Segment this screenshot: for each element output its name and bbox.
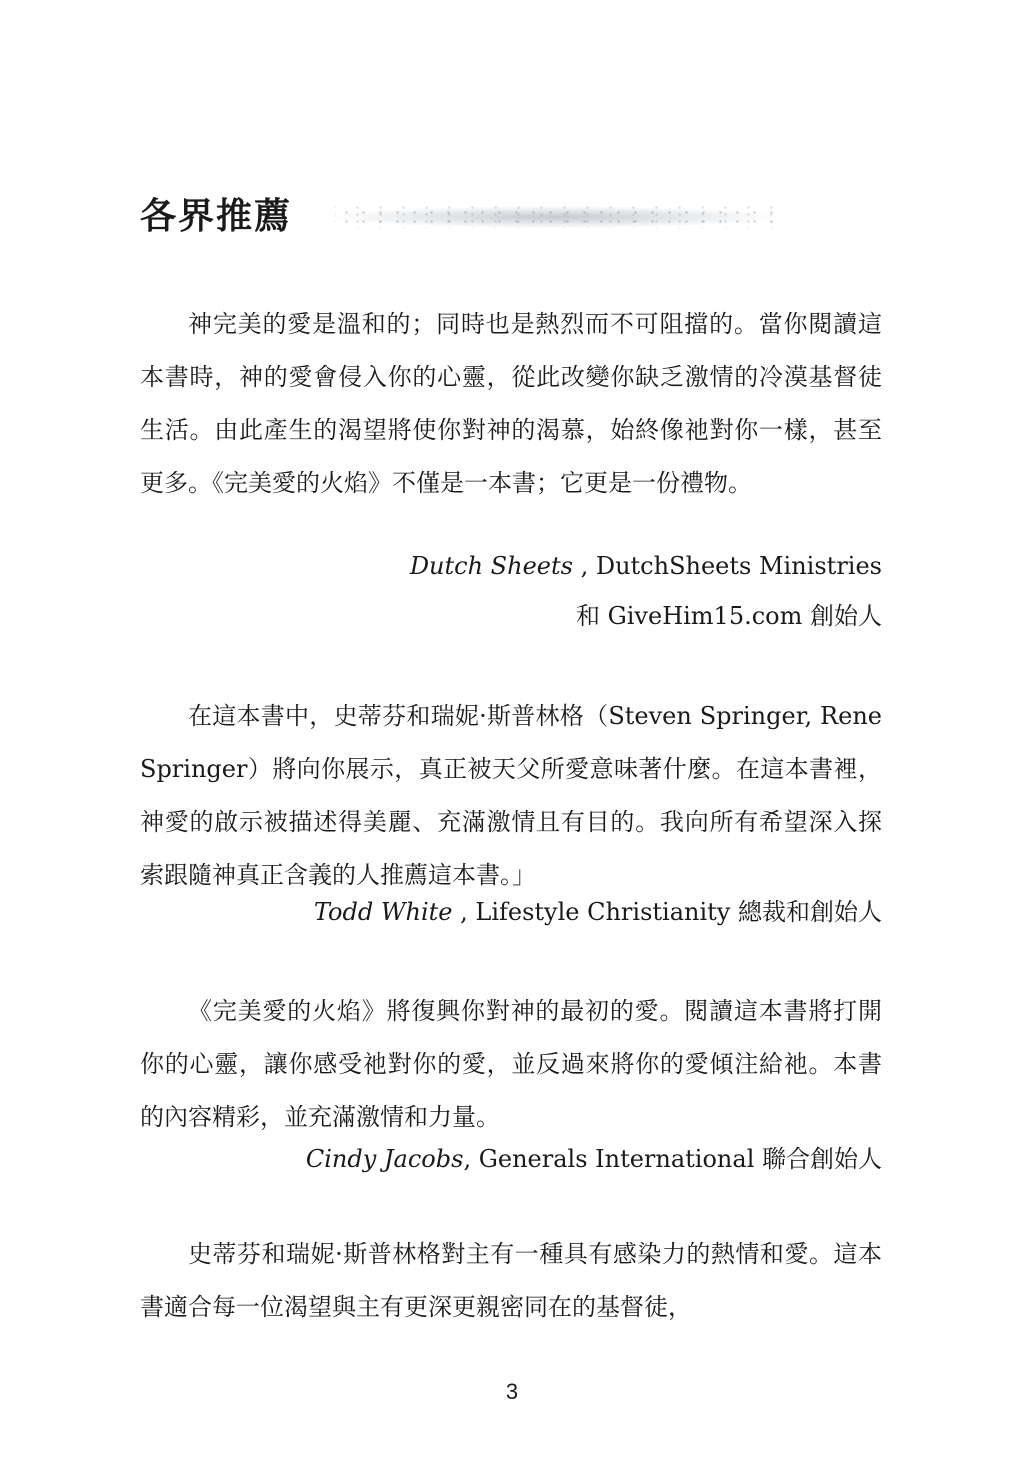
endorsement-text: 史蒂芬和瑞妮·斯普林格對主有一種具有感染力的熱情和愛。這本書適合每一位渴望與主有更深更親密同在的基督徒，	[140, 1240, 882, 1321]
endorsement-attribution	[410, 546, 882, 586]
page-number: 3	[505, 1379, 519, 1404]
endorsement-text: 在這本書中，史蒂芬和瑞妮·斯普林格（Steven Springer, Rene Springer）將向你展示，真正被天父所愛意味著什麼。在這本書裡，神愛的啟示被描述得美麗、充滿激情且有目的。我向所有希望深入探索跟隨神真正含義的人推薦這本書。」	[140, 702, 882, 889]
author-name: Todd White	[313, 898, 453, 926]
author-role: , DutchSheets Ministries	[572, 552, 882, 580]
author-name: Dutch Sheets	[409, 552, 573, 580]
endorsement-attribution-line2	[576, 596, 882, 636]
author-role: 和 GiveHim15.com 創始人	[575, 602, 882, 630]
page-title: 各界推薦	[140, 195, 293, 237]
endorsement-text: 神完美的愛是溫和的；同時也是熱烈而不可阻擋的。當你閱讀這本書時，神的愛會侵入你的心靈，從此改變你缺乏激情的冷漠基督徒生活。由此產生的渴望將使你對神的渴慕，始終像祂對你一樣，甚至更多。《完美愛的火焰》不僅是一本書；它更是一份禮物。	[140, 310, 882, 497]
section-header	[140, 188, 900, 248]
endorsement-text: 《完美愛的火焰》將復興你對神的最初的愛。閱讀這本書將打開你的心靈，讓你感受祂對你的愛，並反過來將你的愛傾注給祂。本書的內容精彩，並充滿激情和力量。	[140, 997, 882, 1131]
author-name: Cindy Jacobs	[305, 1145, 464, 1173]
endorsement-attribution	[314, 892, 882, 932]
author-role: , Lifestyle Christianity 總裁和創始人	[452, 898, 882, 926]
decorative-sparkle-line	[335, 206, 775, 228]
endorsement-attribution	[306, 1139, 882, 1179]
author-role: , Generals International 聯合創始人	[463, 1145, 882, 1173]
